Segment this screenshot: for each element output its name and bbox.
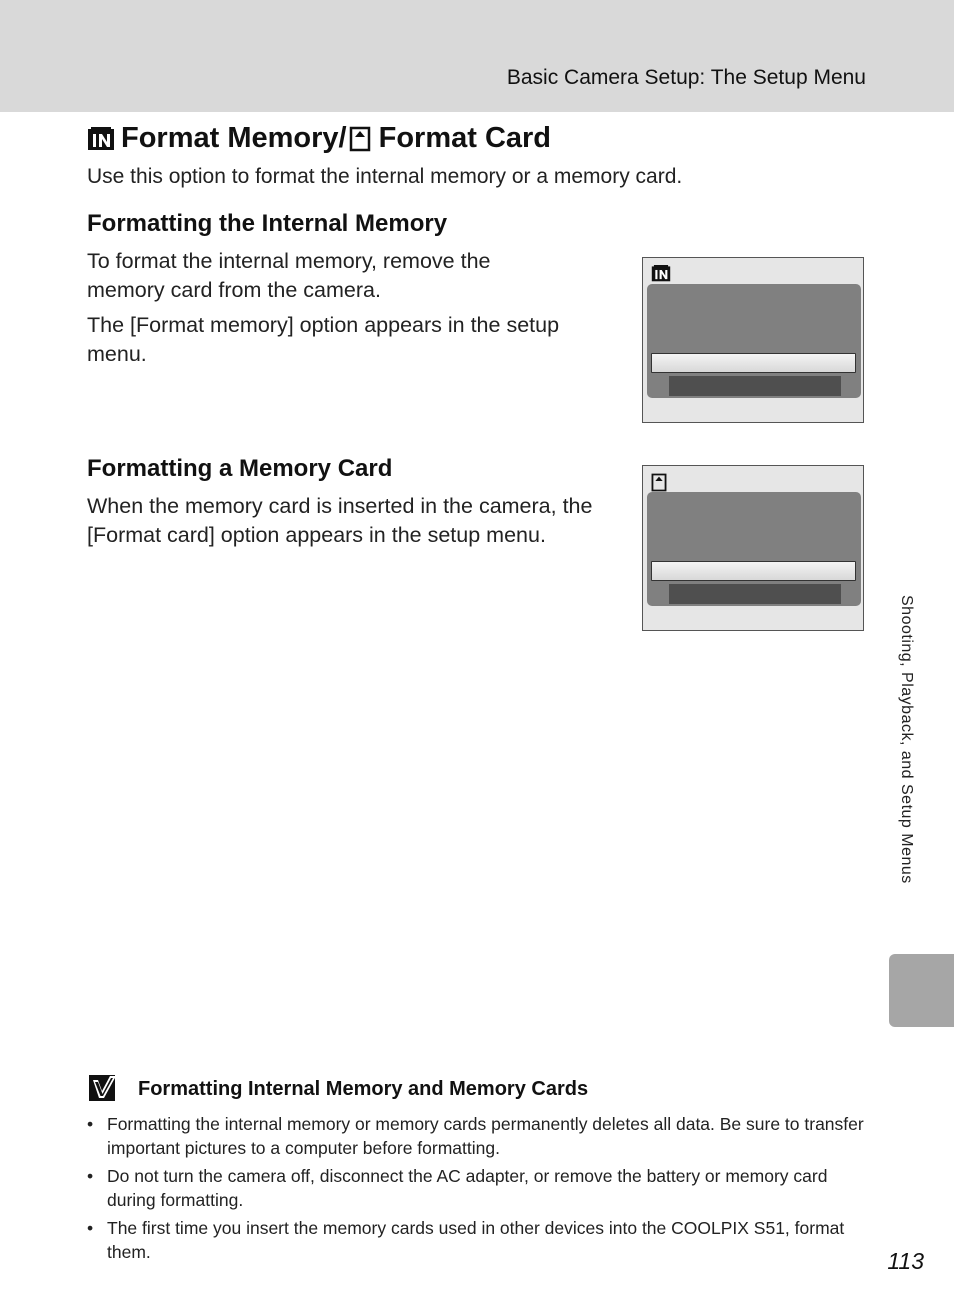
note-item: • The first time you insert the memory cards used in other devices into the COOLPIX S51, format them. [87,1216,867,1264]
running-header: Basic Camera Setup: The Setup Menu [506,66,866,89]
side-thumb-tab [889,954,954,1027]
internal-memory-icon [651,265,671,282]
memory-card-paragraph: When the memory card is inserted in the camera, the [Format card] option appears in the setup menu. [87,494,593,547]
screen-option-bar [669,376,841,396]
screen-selection-bar [651,561,856,581]
format-card-screen [642,465,864,631]
note-title: Formatting Internal Memory and Memory Cards [138,1078,589,1100]
title-part-format-card: Format Card [378,122,552,154]
memory-card-icon [349,126,371,152]
internal-memory-heading: Formatting the Internal Memory [87,210,448,237]
header-band [0,0,954,112]
memory-card-icon [651,473,667,492]
format-memory-screen [642,257,864,423]
note-item: • Do not turn the camera off, disconnect the AC adapter, or remove the battery or memory card during formatting. [87,1164,867,1212]
side-section-label: Shooting, Playback, and Setup Menus [898,595,915,884]
screen-option-bar [669,584,841,604]
note-list [87,1112,867,1268]
page-number: 113 [887,1248,924,1274]
check-note-icon [88,1074,118,1102]
screen-selection-bar [651,353,856,373]
internal-memory-icon [87,127,115,151]
internal-memory-paragraph-2: The [Format memory] option appears in the setup menu. [87,313,560,366]
internal-memory-paragraph-1: To format the internal memory, remove the memory card from the camera. [87,249,491,302]
page-title [87,122,551,155]
intro-text: Use this option to format the internal memory or a memory card. [87,165,683,188]
title-part-format-memory: Format Memory/ [121,122,347,154]
memory-card-heading: Formatting a Memory Card [87,455,393,482]
note-item: • Formatting the internal memory or memory cards permanently deletes all data. Be sure to transfer important pictures to a computer before formatting. [87,1112,867,1160]
